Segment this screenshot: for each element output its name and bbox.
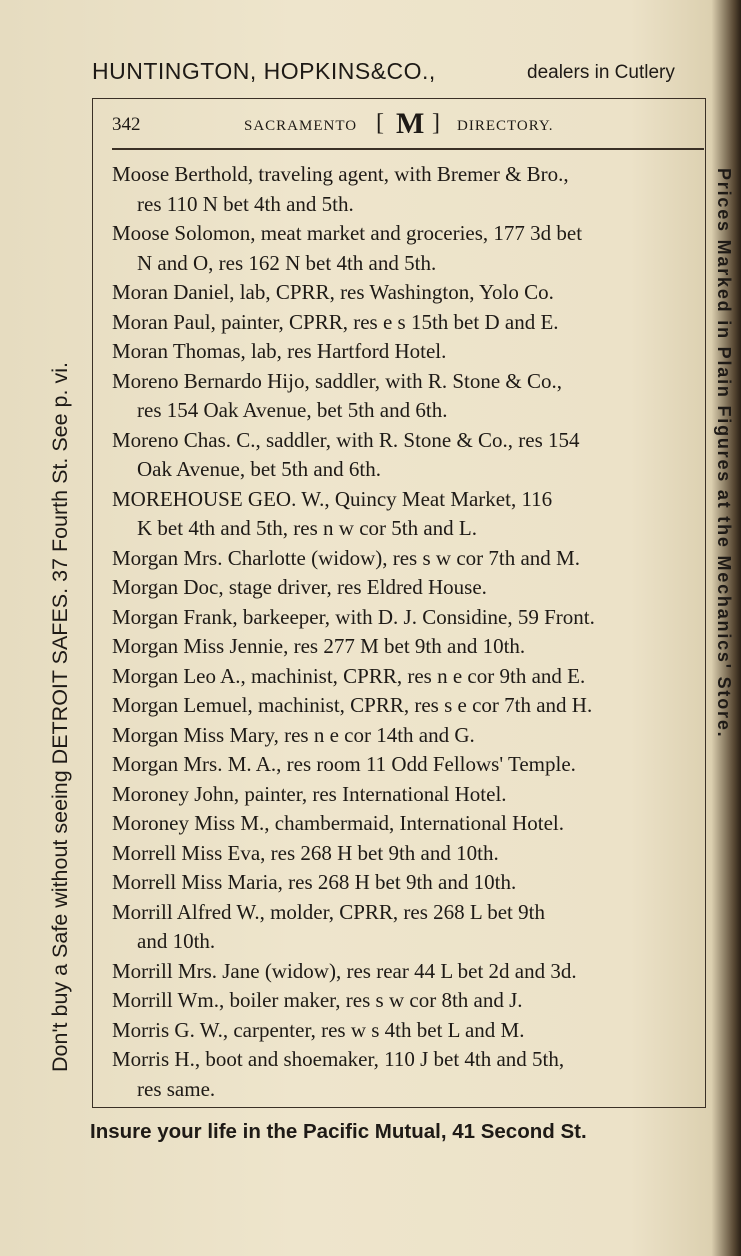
directory-entry [112, 898, 700, 957]
left-side-advertisement: Don't buy a Safe without seeing DETROIT SAFES. 37 Fourth St. See p. vi. [48, 362, 72, 1072]
directory-entry [112, 337, 700, 367]
entry-line: Moroney John, painter, res International Hotel. [112, 781, 507, 806]
directory-entry [112, 426, 700, 485]
directory-entry [112, 721, 700, 751]
entry-line: Moran Thomas, lab, res Hartford Hotel. [112, 339, 447, 363]
directory-entry [112, 662, 700, 692]
directory-entry [112, 544, 700, 574]
entry-line: Moran Daniel, lab, CPRR, res Washington, Yolo Co. [112, 280, 554, 304]
entry-line: Moroney Miss M., chambermaid, International Hotel. [112, 811, 564, 835]
entry-continuation-line: N and O, res 162 N bet 4th and 5th. [137, 250, 437, 275]
bottom-advertisement: Insure your life in the Pacific Mutual, 41 Second St. [90, 1120, 587, 1143]
entry-line: Morgan Miss Mary, res n e cor 14th and G. [112, 722, 475, 747]
directory-entry [112, 278, 700, 308]
entry-continuation-line: Oak Avenue, bet 5th and 6th. [137, 457, 381, 481]
entry-line: Moose Solomon, meat market and groceries, 177 3d bet [112, 221, 583, 245]
entry-line: Morgan Lemuel, machinist, CPRR, res s e cor 7th and H. [112, 693, 593, 717]
entry-line: Morrill Wm., boiler maker, res s w cor 8th and J. [112, 988, 523, 1012]
entry-line: Moreno Bernardo Hijo, saddler, with R. Stone & Co., [112, 368, 563, 393]
directory-entry [112, 691, 700, 721]
entry-line: Morgan Mrs. Charlotte (widow), res s w cor 7th and M. [112, 545, 580, 570]
header-directory: DIRECTORY. [457, 118, 554, 134]
directory-entry [112, 573, 700, 603]
entry-line: Morrill Mrs. Jane (widow), res rear 44 L bet 2d and 3d. [112, 958, 577, 983]
entry-continuation-line: res same. [137, 1076, 216, 1101]
entry-continuation-line: res 154 Oak Avenue, bet 5th and 6th. [137, 398, 448, 422]
entry-line: Morrell Miss Maria, res 268 H bet 9th and 10th. [112, 870, 517, 894]
entry-line: Moran Paul, painter, CPRR, res e s 15th bet D and E. [112, 309, 559, 334]
entry-line: Morgan Miss Jennie, res 277 M bet 9th and 10th. [112, 634, 526, 658]
right-side-advertisement: Prices Marked in Plain Figures at the Mechanics' Store. [714, 168, 734, 739]
running-header [112, 107, 706, 144]
directory-entry [112, 809, 700, 839]
directory-entry [112, 986, 700, 1016]
top-advert-rest: dealers in Cutlery [527, 62, 675, 83]
page-number: 342 [112, 114, 141, 135]
header-city: SACRAMENTO [244, 118, 358, 134]
directory-entry [112, 603, 700, 633]
entry-continuation-line: K bet 4th and 5th, res n w cor 5th and L. [137, 516, 478, 540]
entry-line: Moose Berthold, traveling agent, with Bremer & Bro., [112, 162, 569, 186]
section-letter: M [396, 107, 425, 140]
entry-line: Morgan Mrs. M. A., res room 11 Odd Fellows' Temple. [112, 752, 576, 776]
entry-line: Morris H., boot and shoemaker, 110 J bet 4th and 5th, [112, 1047, 565, 1071]
top-advertisement [0, 58, 741, 94]
directory-entry [112, 957, 700, 987]
entry-line: Morgan Leo A., machinist, CPRR, res n e cor 9th and E. [112, 663, 586, 688]
header-bracket-open: [ [376, 110, 384, 136]
directory-entry [112, 868, 700, 898]
entry-line: Morrell Miss Eva, res 268 H bet 9th and 10th. [112, 840, 499, 865]
directory-entry [112, 632, 700, 662]
directory-entry [112, 780, 700, 810]
directory-entry [112, 1045, 700, 1104]
top-advert-firm: HUNTINGTON, HOPKINS&CO., [92, 58, 436, 84]
entry-line: Morgan Frank, barkeeper, with D. J. Considine, 59 Front. [112, 604, 595, 629]
entry-line: Moreno Chas. C., saddler, with R. Stone & Co., res 154 [112, 427, 580, 452]
entry-continuation-line: and 10th. [137, 929, 216, 953]
entry-line: Morris G. W., carpenter, res w s 4th bet L and M. [112, 1017, 525, 1042]
directory-entry [112, 485, 700, 544]
header-bracket-close: ] [432, 110, 440, 136]
header-rule [112, 148, 704, 150]
directory-entry [112, 308, 700, 338]
entry-line: Morrill Alfred W., molder, CPRR, res 268 L bet 9th [112, 899, 545, 924]
entry-continuation-line: res 110 N bet 4th and 5th. [137, 191, 354, 216]
directory-entry [112, 219, 700, 278]
directory-entry [112, 1016, 700, 1046]
entry-line: MOREHOUSE GEO. W., Quincy Meat Market, 116 [112, 486, 553, 511]
directory-entries [112, 160, 700, 1104]
directory-entry [112, 839, 700, 869]
directory-entry [112, 367, 700, 426]
directory-entry [112, 750, 700, 780]
directory-entry [112, 160, 700, 219]
entry-line: Morgan Doc, stage driver, res Eldred House. [112, 575, 487, 599]
